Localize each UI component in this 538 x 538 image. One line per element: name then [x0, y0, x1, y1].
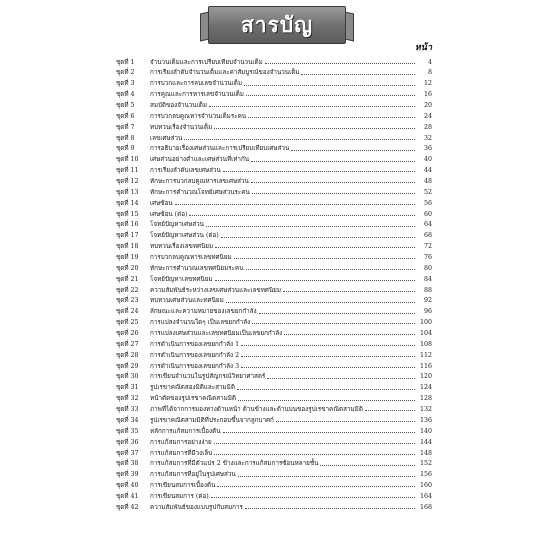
- dot-leader: [238, 396, 415, 401]
- toc-row: [116, 164, 432, 175]
- unit-number: ชุดที่ 20: [116, 264, 139, 272]
- page-number: 76: [423, 254, 432, 262]
- page-column-label: หน้า: [414, 43, 432, 53]
- unit-title: การแปลงเศษส่วนและเลขทศนิยมเป็นเลขยกกำลัง: [150, 330, 283, 338]
- page-number: 68: [423, 232, 432, 240]
- unit-number: ชุดที่ 32: [116, 395, 139, 403]
- unit-number: ชุดที่ 5: [116, 102, 135, 109]
- unit-number: ชุดที่ 24: [116, 308, 139, 316]
- toc-row: [116, 446, 432, 457]
- toc-row: [116, 294, 432, 305]
- dot-leader: [248, 113, 415, 118]
- page-number: 32: [423, 134, 432, 142]
- dot-leader: [301, 70, 415, 75]
- unit-title: การแก้สมการที่มีวงเล็บ: [150, 449, 213, 457]
- unit-title: รูปเรขาคณิตสองมิติและสามมิติ: [150, 384, 235, 392]
- toc-row: [116, 392, 432, 403]
- unit-number: ชุดที่ 15: [116, 210, 139, 218]
- page-number: 132: [419, 406, 432, 414]
- toc-row: [116, 413, 432, 424]
- page-number: 88: [423, 286, 432, 294]
- dot-leader: [226, 298, 415, 303]
- dot-leader: [283, 287, 415, 292]
- page-number: 104: [419, 330, 432, 338]
- page-number: 120: [419, 373, 432, 381]
- page-number: 92: [423, 297, 432, 305]
- page-number: 136: [419, 416, 432, 424]
- unit-title: หลักการแก้สมการเบื้องต้น: [150, 427, 221, 435]
- unit-title: การเรียงลำดับจำนวนเต็มและค่าสัมบูรณ์ของจำนวนเต็ม: [150, 69, 300, 77]
- dot-leader: [217, 482, 415, 487]
- page-number: 12: [423, 80, 432, 88]
- toc-row: [116, 153, 432, 164]
- page-number: 24: [423, 112, 432, 120]
- dot-leader: [215, 243, 415, 248]
- toc-row: [116, 272, 432, 283]
- page-number: 168: [419, 503, 432, 511]
- dot-leader: [237, 385, 415, 390]
- toc-row: [116, 250, 432, 261]
- dot-leader: [246, 265, 415, 270]
- page-number: 160: [419, 482, 432, 490]
- unit-title: เศษซ้อน (ต่อ): [150, 210, 188, 218]
- unit-number: ชุดที่ 16: [116, 221, 139, 229]
- dot-leader: [211, 493, 415, 498]
- page-number: 64: [423, 221, 432, 229]
- title-banner: [208, 6, 346, 44]
- unit-number: ชุดที่ 12: [116, 178, 139, 186]
- dot-leader: [251, 157, 415, 162]
- unit-title: การเขียนจำนวนในรูปสัญกรณ์วิทยาศาสตร์: [150, 373, 266, 381]
- toc-row: [116, 326, 432, 337]
- page-number: 128: [419, 395, 432, 403]
- unit-number: ชุดที่ 29: [116, 362, 139, 370]
- toc-row: [116, 403, 432, 414]
- dot-leader: [251, 178, 415, 183]
- unit-number: ชุดที่ 8: [116, 134, 135, 142]
- toc-row: [116, 196, 432, 207]
- page-number: 20: [423, 102, 432, 109]
- dot-leader: [267, 374, 415, 379]
- unit-number: ชุดที่ 14: [116, 199, 139, 207]
- page-number: 4: [427, 58, 432, 66]
- page-number: 140: [419, 427, 432, 435]
- toc-row: [116, 77, 432, 88]
- dot-leader: [246, 91, 415, 96]
- unit-number: ชุดที่ 19: [116, 254, 139, 262]
- toc-row: [116, 120, 432, 131]
- unit-number: ชุดที่ 7: [116, 123, 135, 131]
- page-number: 80: [423, 264, 432, 272]
- unit-number: ชุดที่ 27: [116, 340, 139, 348]
- dot-leader: [175, 200, 415, 205]
- unit-number: ชุดที่ 17: [116, 232, 139, 240]
- dot-leader: [223, 167, 415, 172]
- unit-number: ชุดที่ 38: [116, 460, 139, 468]
- unit-number: ชุดที่ 1: [116, 58, 135, 66]
- unit-number: ชุดที่ 4: [116, 91, 135, 99]
- dot-leader: [365, 406, 415, 411]
- unit-number: ชุดที่ 3: [116, 80, 135, 88]
- dot-leader: [189, 211, 415, 216]
- unit-number: ชุดที่ 33: [116, 406, 139, 414]
- unit-title: โจทย์ปัญหาเลขทศนิยม: [150, 275, 213, 283]
- unit-number: ชุดที่ 34: [116, 416, 139, 424]
- dot-leader: [215, 276, 415, 281]
- unit-title: ทบทวนเรื่องเลขทศนิยม: [150, 243, 214, 251]
- dot-leader: [276, 417, 415, 422]
- toc-row: [116, 261, 432, 272]
- dot-leader: [221, 233, 415, 238]
- dot-leader: [209, 102, 415, 107]
- page-number: 40: [423, 156, 432, 164]
- unit-title: ความสัมพันธ์ระหว่างเลขเศษส่วนและเลขทศนิยม: [150, 286, 281, 294]
- unit-title: จำนวนเต็มและการเปรียบเทียบจำนวนเต็ม: [150, 58, 263, 66]
- toc-row: [116, 337, 432, 348]
- page-number: 48: [423, 178, 432, 186]
- unit-title: การบวกลบคูณหารจำนวนเต็มระคน: [150, 112, 247, 120]
- unit-number: ชุดที่ 35: [116, 427, 139, 435]
- unit-number: ชุดที่ 37: [116, 449, 139, 457]
- table-of-contents: [116, 55, 432, 511]
- page-number: 148: [419, 449, 432, 457]
- unit-number: ชุดที่ 42: [116, 503, 139, 511]
- toc-row: [116, 66, 432, 77]
- toc-row: [116, 348, 432, 359]
- toc-row: [116, 316, 432, 327]
- unit-title: การอธิบายเรื่องเศษส่วนและการเปรียบเทียบเศษส่วน: [150, 145, 290, 153]
- dot-leader: [252, 189, 415, 194]
- unit-number: ชุดที่ 28: [116, 351, 139, 359]
- dot-leader: [184, 135, 415, 140]
- unit-title: ความสัมพันธ์ของแบบรูปกับสมการ: [150, 503, 243, 511]
- dot-leader: [265, 59, 415, 64]
- dot-leader: [252, 319, 415, 324]
- toc-row: [116, 109, 432, 120]
- dot-leader: [245, 504, 415, 509]
- page-number: 156: [419, 471, 432, 479]
- dot-leader: [241, 341, 415, 346]
- unit-title: การบวกและการลบเลขจำนวนเต็ม: [150, 80, 243, 88]
- unit-number: ชุดที่ 2: [116, 69, 135, 77]
- dot-leader: [320, 461, 415, 466]
- page-number: 164: [419, 492, 432, 500]
- toc-row: [116, 98, 432, 109]
- toc-row: [116, 55, 432, 66]
- unit-number: ชุดที่ 30: [116, 373, 139, 381]
- page-number: 108: [419, 340, 432, 348]
- unit-number: ชุดที่ 26: [116, 330, 139, 338]
- dot-leader: [214, 450, 415, 455]
- unit-number: ชุดที่ 31: [116, 384, 139, 392]
- unit-title: การเรียงลำดับเลขเศษส่วน: [150, 167, 221, 175]
- unit-title: การแก้สมการอย่างง่าย: [150, 438, 212, 446]
- page-number: 52: [423, 188, 432, 196]
- unit-number: ชุดที่ 21: [116, 275, 139, 283]
- page-number: 56: [423, 199, 432, 207]
- toc-row: [116, 174, 432, 185]
- unit-title: ทักษะการคำนวณเลขทศนิยมระคน: [150, 264, 244, 272]
- unit-title: ลักษณะและความหมายของเลขยกกำลัง: [150, 308, 257, 316]
- unit-title: เลขเศษส่วน: [150, 134, 183, 142]
- unit-title: เศษซ้อน: [150, 199, 173, 207]
- unit-title: การแก้สมการที่อยู่ในรูปเศษส่วน: [150, 471, 236, 479]
- dot-leader: [214, 439, 415, 444]
- unit-title: การบวกลบคูณหารเลขทศนิยม: [150, 254, 232, 262]
- unit-title: ทักษะการคำนวณโจทย์เศษส่วนระคน: [150, 188, 250, 196]
- unit-number: ชุดที่ 11: [116, 167, 139, 175]
- toc-row: [116, 88, 432, 99]
- toc-row: [116, 489, 432, 500]
- unit-number: ชุดที่ 25: [116, 319, 139, 327]
- unit-number: ชุดที่ 10: [116, 156, 139, 164]
- dot-leader: [223, 428, 415, 433]
- unit-title: การแปลงจำนวนใดๆ เป็นเลขยกกำลัง: [150, 319, 251, 327]
- toc-row: [116, 218, 432, 229]
- page-number: 72: [423, 243, 432, 251]
- unit-number: ชุดที่ 36: [116, 438, 139, 446]
- page-number: 96: [423, 308, 432, 316]
- dot-leader: [284, 330, 415, 335]
- page-number: 152: [419, 460, 432, 468]
- page-number: 8: [427, 69, 432, 77]
- toc-row: [116, 229, 432, 240]
- toc-row: [116, 468, 432, 479]
- page-title: สารบัญ: [240, 11, 314, 37]
- unit-number: ชุดที่ 41: [116, 492, 139, 500]
- toc-row: [116, 500, 432, 511]
- unit-number: ชุดที่ 22: [116, 286, 139, 294]
- unit-title: การดำเนินการของเลขยกกำลัง 3: [150, 362, 240, 370]
- unit-number: ชุดที่ 39: [116, 471, 139, 479]
- dot-leader: [206, 222, 415, 227]
- dot-leader: [241, 352, 415, 357]
- page-number: 44: [423, 167, 432, 175]
- unit-number: ชุดที่ 13: [116, 188, 139, 196]
- unit-title: รูปเรขาคณิตสามมิติที่ประกอบขึ้นจากลูกบาศก์: [150, 416, 274, 424]
- page-number: 60: [423, 210, 432, 218]
- dot-leader: [238, 472, 415, 477]
- toc-row: [116, 185, 432, 196]
- unit-title: ทบทวนเศษส่วนและทศนิยม: [150, 297, 224, 305]
- toc-row: [116, 479, 432, 490]
- toc-row: [116, 142, 432, 153]
- dot-leader: [291, 146, 415, 151]
- page-number: 100: [419, 319, 432, 327]
- page-number: 84: [423, 275, 432, 283]
- unit-title: โจทย์ปัญหาเศษส่วน: [150, 221, 204, 229]
- page-number: 124: [419, 384, 432, 392]
- toc-row: [116, 207, 432, 218]
- unit-number: ชุดที่ 40: [116, 482, 139, 490]
- toc-row: [116, 435, 432, 446]
- unit-title: การแก้สมการที่มีตัวแปร 2 ข้างและการแก้สมการซ้อนหลายชั้น: [150, 460, 319, 468]
- unit-number: ชุดที่ 23: [116, 297, 139, 305]
- toc-row: [116, 131, 432, 142]
- unit-title: ภาพที่ได้จากการมองทางด้านหน้า ด้านข้างและด้านบนของรูปเรขาคณิตสามมิติ: [150, 406, 363, 414]
- dot-leader: [234, 254, 415, 259]
- unit-title: ทบทวนเรื่องจำนวนเต็ม: [150, 123, 213, 131]
- dot-leader: [214, 124, 415, 129]
- dot-leader: [259, 309, 415, 314]
- toc-row: [116, 424, 432, 435]
- unit-title: โจทย์ปัญหาเศษส่วน (ต่อ): [150, 232, 219, 240]
- toc-row: [116, 283, 432, 294]
- unit-number: ชุดที่ 18: [116, 243, 139, 251]
- toc-row: [116, 457, 432, 468]
- unit-title: หน้าตัดของรูปเรขาคณิตสามมิติ: [150, 395, 236, 403]
- unit-title: การคูณและการหารเลขจำนวนเต็ม: [150, 91, 244, 99]
- unit-number: ชุดที่ 6: [116, 112, 135, 120]
- unit-title: สมบัติของจำนวนเต็ม: [150, 102, 208, 109]
- page-number: 116: [419, 362, 432, 370]
- dot-leader: [244, 81, 415, 86]
- page-number: 36: [423, 145, 432, 153]
- page-number: 112: [419, 351, 432, 359]
- page-number: 28: [423, 123, 432, 131]
- toc-row: [116, 305, 432, 316]
- unit-number: ชุดที่ 9: [116, 145, 135, 153]
- unit-title: ทักษะการบวกลบคูณหารเลขเศษส่วน: [150, 178, 249, 186]
- toc-row: [116, 359, 432, 370]
- unit-title: เศษส่วนอย่างต่ำและเศษส่วนที่เท่ากัน: [150, 156, 250, 164]
- dot-leader: [241, 363, 415, 368]
- unit-title: การเขียนสมการเบื้องต้น: [150, 482, 216, 490]
- unit-title: การดำเนินการของเลขยกกำลัง 1: [150, 340, 240, 348]
- toc-row: [116, 240, 432, 251]
- unit-title: การเขียนสมการ (ต่อ): [150, 492, 209, 500]
- page-number: 16: [423, 91, 432, 99]
- page-number: 144: [419, 438, 432, 446]
- unit-title: การดำเนินการของเลขยกกำลัง 2: [150, 351, 240, 359]
- toc-row: [116, 381, 432, 392]
- toc-row: [116, 370, 432, 381]
